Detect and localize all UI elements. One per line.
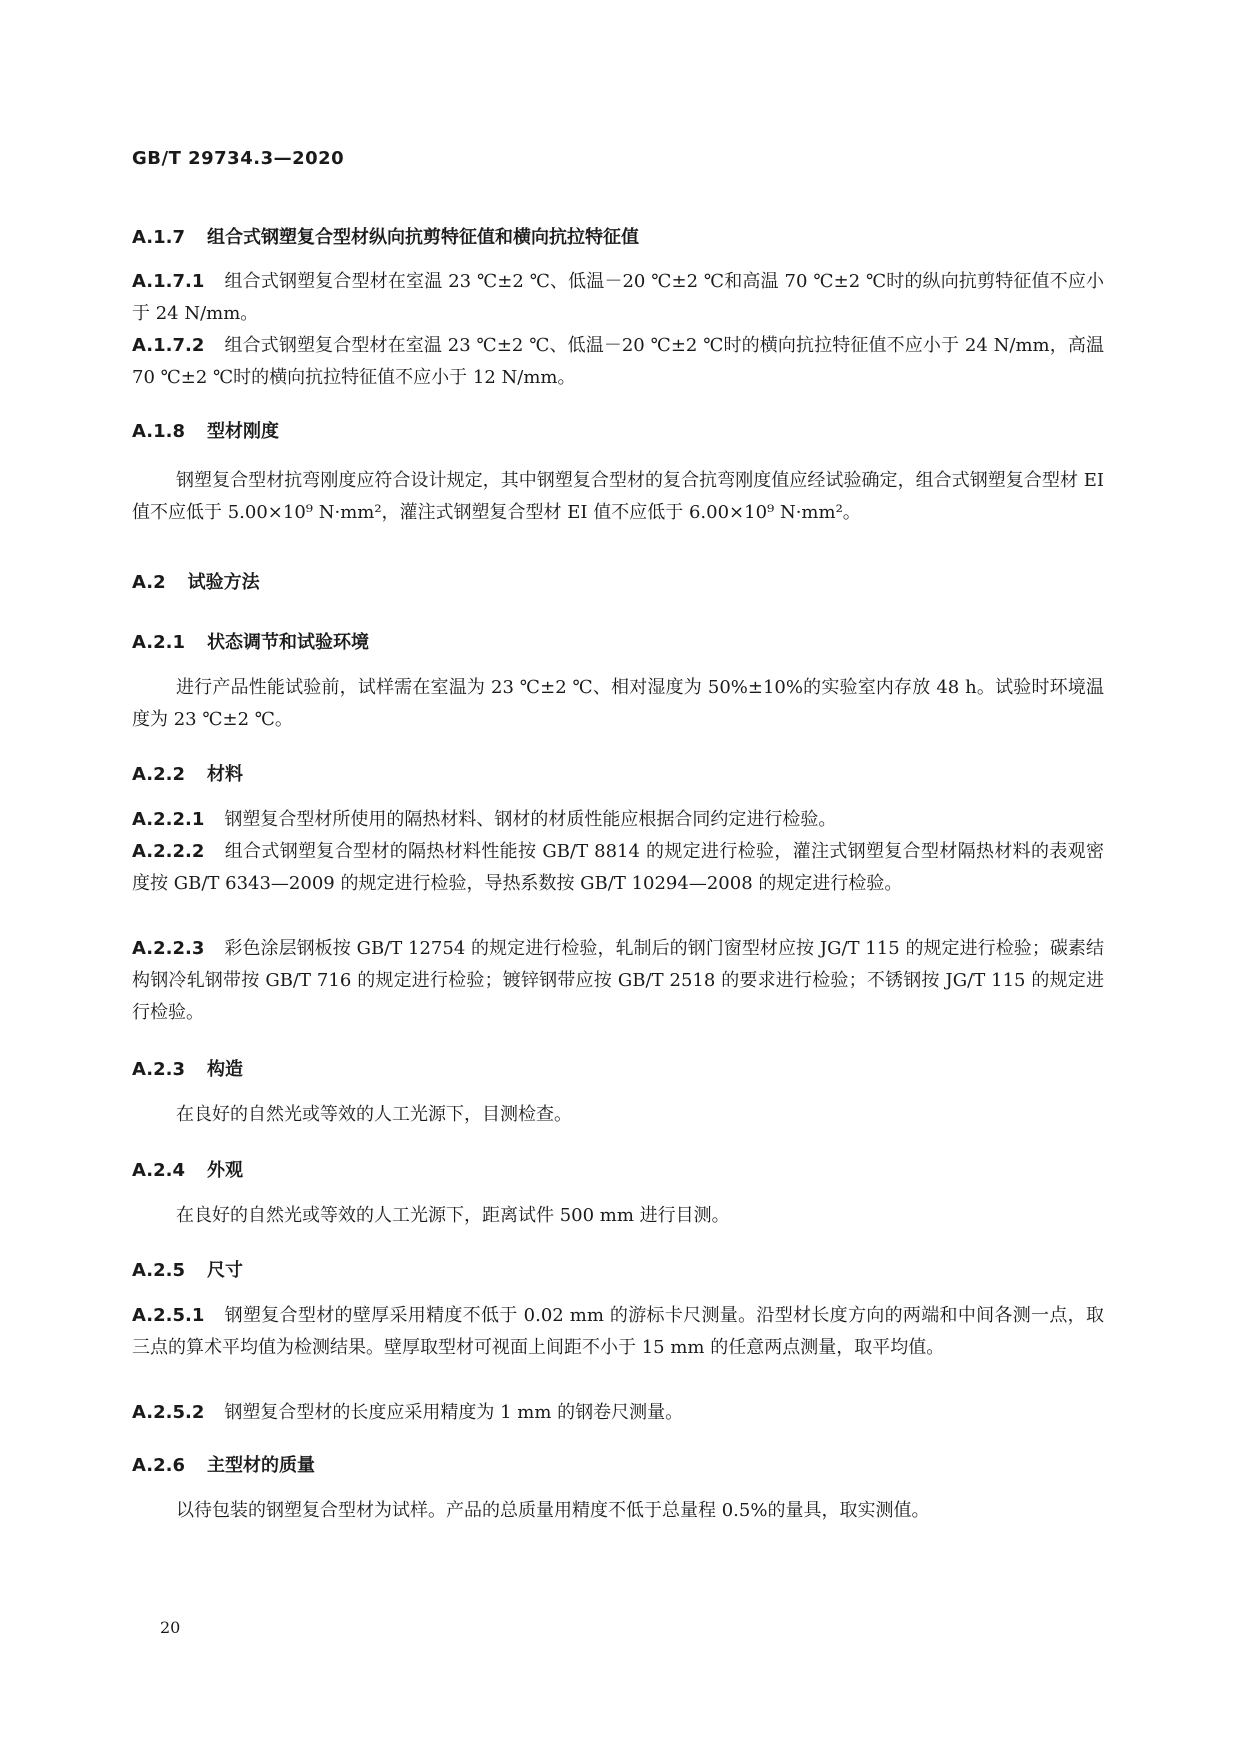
clause-a252 xyxy=(132,1397,1104,1429)
section-heading-a24 xyxy=(132,1156,1104,1182)
section-number: A.1.7 xyxy=(132,227,185,248)
paragraph-a18 xyxy=(132,465,1104,529)
paragraph-a21 xyxy=(132,672,1104,736)
paragraph-text: 在良好的自然光或等效的人工光源下，目测检查。 xyxy=(176,1104,572,1125)
clause-number: A.2.2.2 xyxy=(132,841,205,862)
section-heading-a26 xyxy=(132,1451,1104,1477)
clause-a221 xyxy=(132,804,1104,836)
clause-number: A.1.7.1 xyxy=(132,271,205,292)
clause-a171 xyxy=(132,266,1104,330)
standard-number: GB/T 29734.3—2020 xyxy=(132,148,345,169)
clause-number: A.1.7.2 xyxy=(132,335,205,356)
paragraph-a23 xyxy=(132,1099,1104,1131)
section-title: 尺寸 xyxy=(207,1260,243,1281)
clause-a172 xyxy=(132,330,1104,394)
section-heading-a23 xyxy=(132,1055,1104,1081)
paragraph-a24 xyxy=(132,1200,1104,1232)
paragraph-a26 xyxy=(132,1495,1104,1527)
section-title: 组合式钢塑复合型材纵向抗剪特征值和横向抗拉特征值 xyxy=(207,227,639,248)
paragraph-text: 在良好的自然光或等效的人工光源下，距离试件 500 mm 进行目测。 xyxy=(176,1205,730,1226)
section-number: A.2 xyxy=(132,572,166,593)
section-title: 外观 xyxy=(207,1160,243,1181)
section-number: A.2.5 xyxy=(132,1260,185,1281)
section-heading-a2 xyxy=(132,568,1104,594)
paragraph-text: 钢塑复合型材抗弯刚度应符合设计规定，其中钢塑复合型材的复合抗弯刚度值应经试验确定，组合式钢塑复合型材 EI 值不应低于 5.00×10⁹ N·mm²，灌注式钢塑复合型材 EI 值不应低于 6.00×10⁹ N·mm²。 xyxy=(132,470,1104,523)
clause-text: 彩色涂层钢板按 GB/T 12754 的规定进行检验，轧制后的钢门窗型材应按 JG/T 115 的规定进行检验；碳素结构钢冷轧钢带按 GB/T 716 的规定进行检验；镀锌钢带应按 GB/T 2518 的要求进行检验；不锈钢按 JG/T 115 的规定进行检验。 xyxy=(132,938,1104,1023)
clause-text: 组合式钢塑复合型材在室温 23 ℃±2 ℃、低温－20 ℃±2 ℃和高温 70 ℃±2 ℃时的纵向抗剪特征值不应小于 24 N/mm。 xyxy=(132,271,1104,324)
page-number: 20 xyxy=(160,1618,181,1637)
section-title: 型材刚度 xyxy=(207,421,279,442)
clause-number: A.2.2.1 xyxy=(132,809,205,830)
clause-text: 钢塑复合型材的长度应采用精度为 1 mm 的钢卷尺测量。 xyxy=(224,1402,684,1423)
clause-a222 xyxy=(132,836,1104,900)
clause-number: A.2.2.3 xyxy=(132,938,205,959)
section-title: 试验方法 xyxy=(187,572,260,593)
clause-a223 xyxy=(132,933,1104,1029)
clause-text: 钢塑复合型材所使用的隔热材料、钢材的材质性能应根据合同约定进行检验。 xyxy=(224,809,837,830)
section-heading-a22 xyxy=(132,760,1104,786)
section-title: 材料 xyxy=(207,764,243,785)
clause-a251 xyxy=(132,1300,1104,1364)
clause-number: A.2.5.2 xyxy=(132,1402,205,1423)
section-heading-a21 xyxy=(132,628,1104,654)
section-title: 主型材的质量 xyxy=(207,1455,315,1476)
paragraph-text: 以待包装的钢塑复合型材为试样。产品的总质量用精度不低于总量程 0.5%的量具，取实测值。 xyxy=(176,1500,930,1521)
clause-text: 组合式钢塑复合型材的隔热材料性能按 GB/T 8814 的规定进行检验，灌注式钢塑复合型材隔热材料的表观密度按 GB/T 6343—2009 的规定进行检验，导热系数按 GB/T 10294—2008 的规定进行检验。 xyxy=(132,841,1104,894)
section-heading-a25 xyxy=(132,1256,1104,1282)
clause-text: 组合式钢塑复合型材在室温 23 ℃±2 ℃、低温－20 ℃±2 ℃时的横向抗拉特征值不应小于 24 N/mm，高温 70 ℃±2 ℃时的横向抗拉特征值不应小于 12 N/mm。 xyxy=(132,335,1104,388)
section-title: 构造 xyxy=(207,1059,243,1080)
paragraph-text: 进行产品性能试验前，试样需在室温为 23 ℃±2 ℃、相对湿度为 50%±10%的实验室内存放 48 h。试验时环境温度为 23 ℃±2 ℃。 xyxy=(132,677,1104,730)
section-number: A.2.1 xyxy=(132,632,185,653)
clause-text: 钢塑复合型材的壁厚采用精度不低于 0.02 mm 的游标卡尺测量。沿型材长度方向的两端和中间各测一点，取三点的算术平均值为检测结果。壁厚取型材可视面上间距不小于 15 mm 的任意两点测量，取平均值。 xyxy=(132,1305,1104,1358)
section-number: A.2.6 xyxy=(132,1455,185,1476)
section-number: A.2.3 xyxy=(132,1059,185,1080)
section-number: A.2.4 xyxy=(132,1160,185,1181)
section-heading-a17 xyxy=(132,223,1104,249)
section-number: A.1.8 xyxy=(132,421,185,442)
section-title: 状态调节和试验环境 xyxy=(207,632,369,653)
section-number: A.2.2 xyxy=(132,764,185,785)
clause-number: A.2.5.1 xyxy=(132,1305,205,1326)
section-heading-a18 xyxy=(132,417,1104,443)
